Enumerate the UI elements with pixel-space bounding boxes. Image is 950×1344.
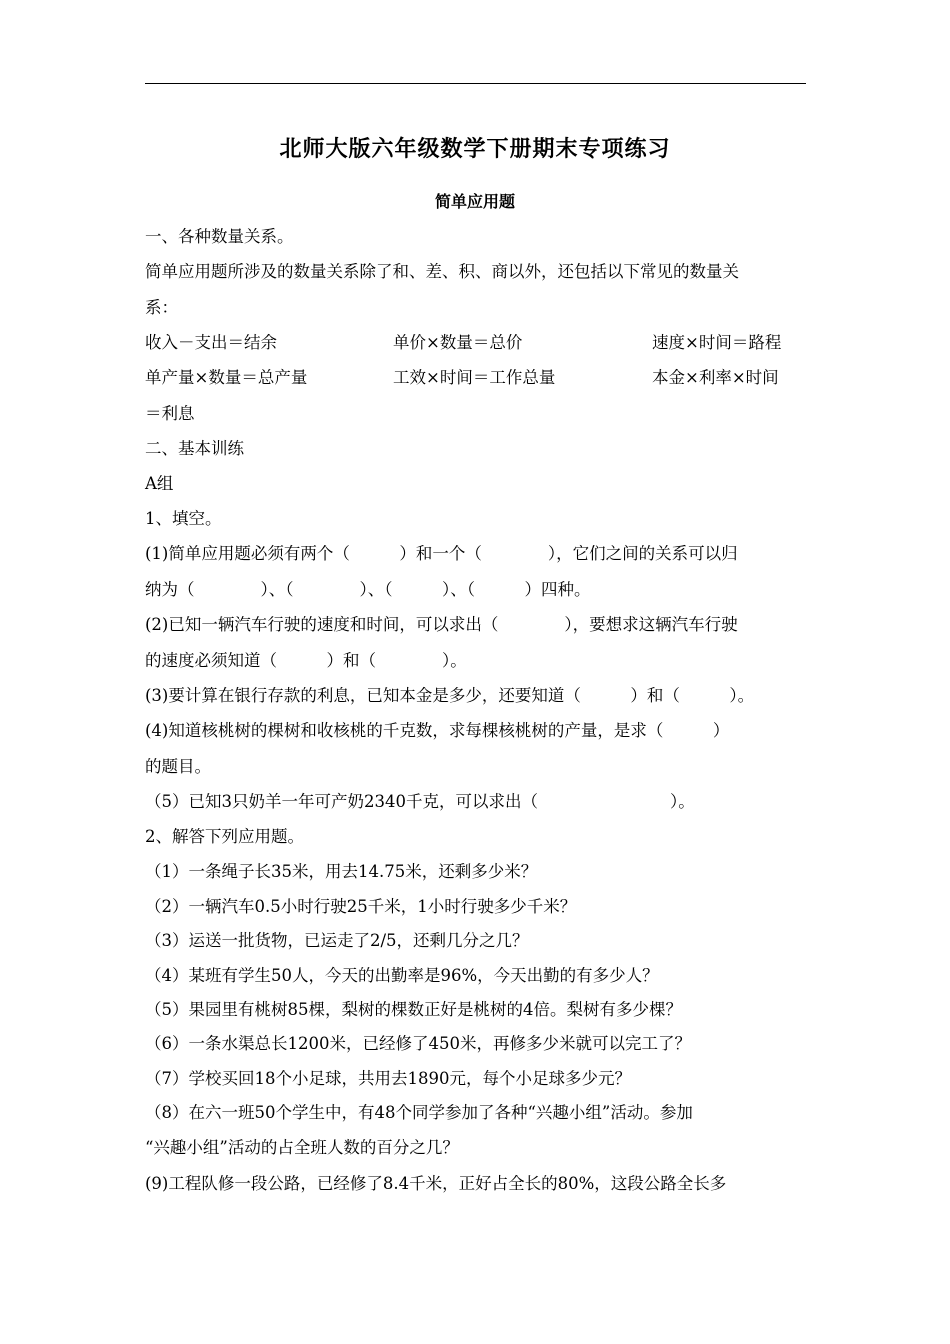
question-line: 的速度必须知道（ ）和（ ）。 bbox=[145, 651, 467, 670]
relation-item: 速度×时间＝路程 bbox=[652, 333, 782, 352]
problem-line: （8）在六一班50个学生中，有48个同学参加了各种“兴趣小组”活动。参加 bbox=[145, 1103, 693, 1122]
relation-item: 单产量×数量＝总产量 bbox=[145, 368, 308, 387]
question-line: (1)简单应用题必须有两个（ ）和一个（ ），它们之间的关系可以归 bbox=[145, 544, 738, 563]
relation-item: 收入－支出＝结余 bbox=[145, 333, 277, 352]
question-heading: 2、解答下列应用题。 bbox=[145, 827, 304, 846]
problem-line: （4）某班有学生50人，今天的出勤率是96%，今天出勤的有多少人？ bbox=[145, 966, 659, 985]
paragraph-line: ＝利息 bbox=[145, 404, 195, 423]
group-label: A组 bbox=[145, 474, 174, 493]
question-line: 的题目。 bbox=[145, 757, 211, 776]
question-heading: 1、填空。 bbox=[145, 509, 222, 528]
question-line: (2)已知一辆汽车行驶的速度和时间，可以求出（ ），要想求这辆汽车行驶 bbox=[145, 615, 738, 634]
heading-basic-training: 二、基本训练 bbox=[145, 439, 244, 458]
section-subtitle: 简单应用题 bbox=[434, 192, 515, 211]
question-line: （5）已知3只奶羊一年可产奶2340千克，可以求出（ ）。 bbox=[145, 792, 695, 811]
relation-item: 本金×利率×时间 bbox=[652, 368, 779, 387]
problem-line: （2）一辆汽车0.5小时行驶25千米，1小时行驶多少千米？ bbox=[145, 897, 577, 916]
problem-line: （5）果园里有桃树85棵，梨树的棵数正好是桃树的4倍。梨树有多少棵？ bbox=[145, 1000, 682, 1019]
relation-item: 单价×数量＝总价 bbox=[393, 333, 523, 352]
question-line: (4)知道核桃树的棵树和收核桃的千克数，求每棵核桃树的产量，是求（ ） bbox=[145, 721, 730, 740]
question-line: (3)要计算在银行存款的利息，已知本金是多少，还要知道（ ）和（ ）。 bbox=[145, 686, 755, 705]
question-line: 纳为（ ）、（ ）、（ ）、（ ）四种。 bbox=[145, 580, 591, 599]
problem-line: “兴趣小组”活动的占全班人数的百分之几？ bbox=[145, 1138, 459, 1157]
relation-row bbox=[0, 330, 950, 356]
problem-line: （1）一条绳子长35米，用去14.75米，还剩多少米？ bbox=[145, 862, 538, 881]
relation-row bbox=[0, 365, 950, 391]
header-rule bbox=[145, 83, 806, 84]
heading-quantity-relations: 一、各种数量关系。 bbox=[145, 227, 294, 246]
problem-line: （6）一条水渠总长1200米，已经修了450米，再修多少米就可以完工了？ bbox=[145, 1034, 691, 1053]
page-title: 北师大版六年级数学下册期末专项练习 bbox=[279, 137, 671, 162]
problem-line: （3）运送一批货物，已运走了2/5，还剩几分之几？ bbox=[145, 931, 529, 950]
paragraph-line: 系： bbox=[145, 298, 178, 317]
problem-line: （7）学校买回18个小足球，共用去1890元，每个小足球多少元？ bbox=[145, 1069, 631, 1088]
paragraph-line: 简单应用题所涉及的数量关系除了和、差、积、商以外，还包括以下常见的数量关 bbox=[145, 262, 739, 281]
relation-item: 工效×时间＝工作总量 bbox=[393, 368, 556, 387]
problem-line: (9)工程队修一段公路，已经修了8.4千米，正好占全长的80%，这段公路全长多 bbox=[145, 1174, 727, 1193]
